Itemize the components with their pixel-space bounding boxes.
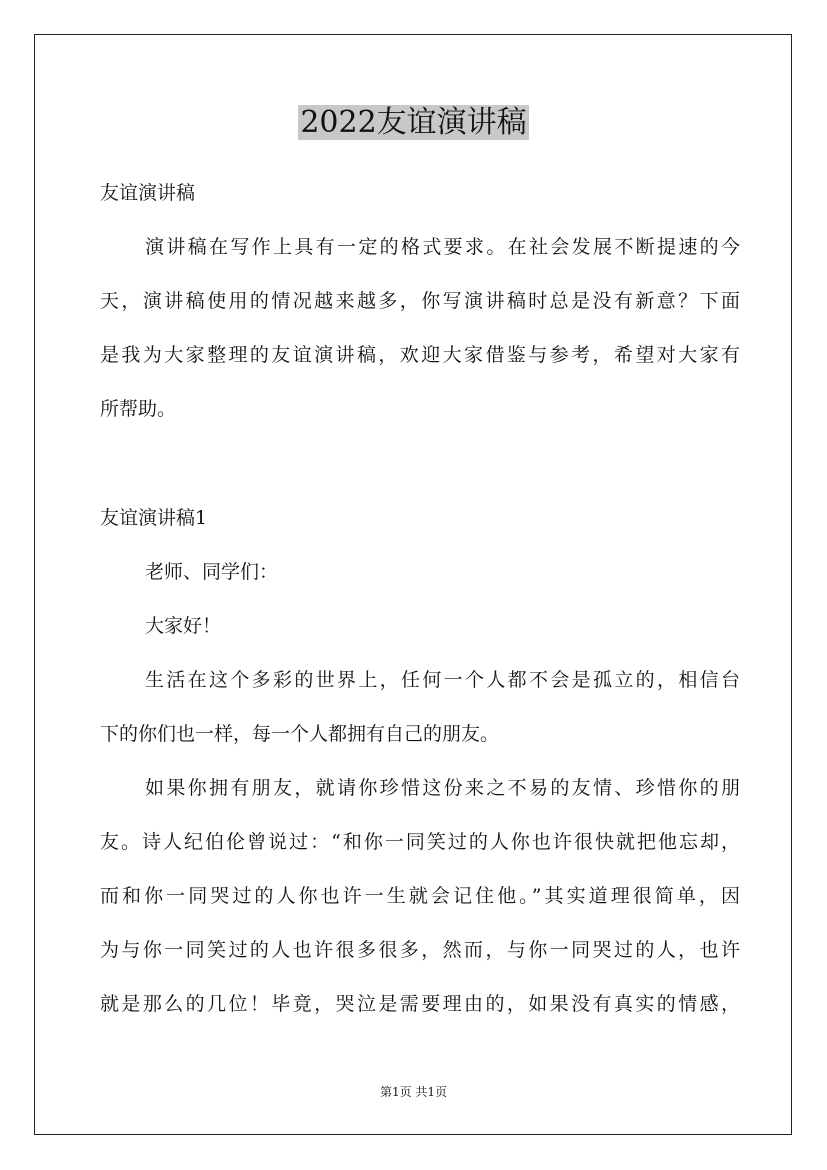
document-title: 2022友谊演讲稿 — [300, 105, 527, 140]
greeting: 大家好！ — [145, 615, 222, 637]
paragraph-line: 天，演讲稿使用的情况越来越多，你写演讲稿时总是没有新意？下面 — [100, 290, 740, 312]
paragraph-line: 而和你一同哭过的人你也许一生就会记住他。”其实道理很简单，因 — [100, 885, 740, 907]
section-heading: 友谊演讲稿 — [100, 182, 196, 204]
paragraph-line: 如果你拥有朋友，就请你珍惜这份来之不易的友情、珍惜你的朋 — [145, 777, 740, 799]
page-number: 第1页 共1页 — [379, 1085, 448, 1099]
paragraph-line: 为与你一同笑过的人也许很多很多，然而，与你一同哭过的人，也许 — [100, 939, 740, 961]
salutation: 老师、同学们： — [145, 561, 279, 583]
paragraph-line: 是我为大家整理的友谊演讲稿，欢迎大家借鉴与参考，希望对大家有 — [100, 344, 740, 366]
section-heading: 友谊演讲稿1 — [100, 507, 208, 529]
paragraph-line: 就是那么的几位！毕竟，哭泣是需要理由的，如果没有真实的情感， — [100, 993, 740, 1015]
paragraph-line: 演讲稿在写作上具有一定的格式要求。在社会发展不断提速的今 — [145, 236, 740, 258]
paragraph-line: 下的你们也一样，每一个人都拥有自己的朋友。 — [100, 723, 500, 745]
paragraph-line: 生活在这个多彩的世界上，任何一个人都不会是孤立的，相信台 — [145, 669, 740, 691]
paragraph-line: 所帮助。 — [100, 398, 177, 420]
paragraph-line: 友。诗人纪伯伦曾说过：“和你一同笑过的人你也许很快就把他忘却， — [100, 831, 740, 853]
